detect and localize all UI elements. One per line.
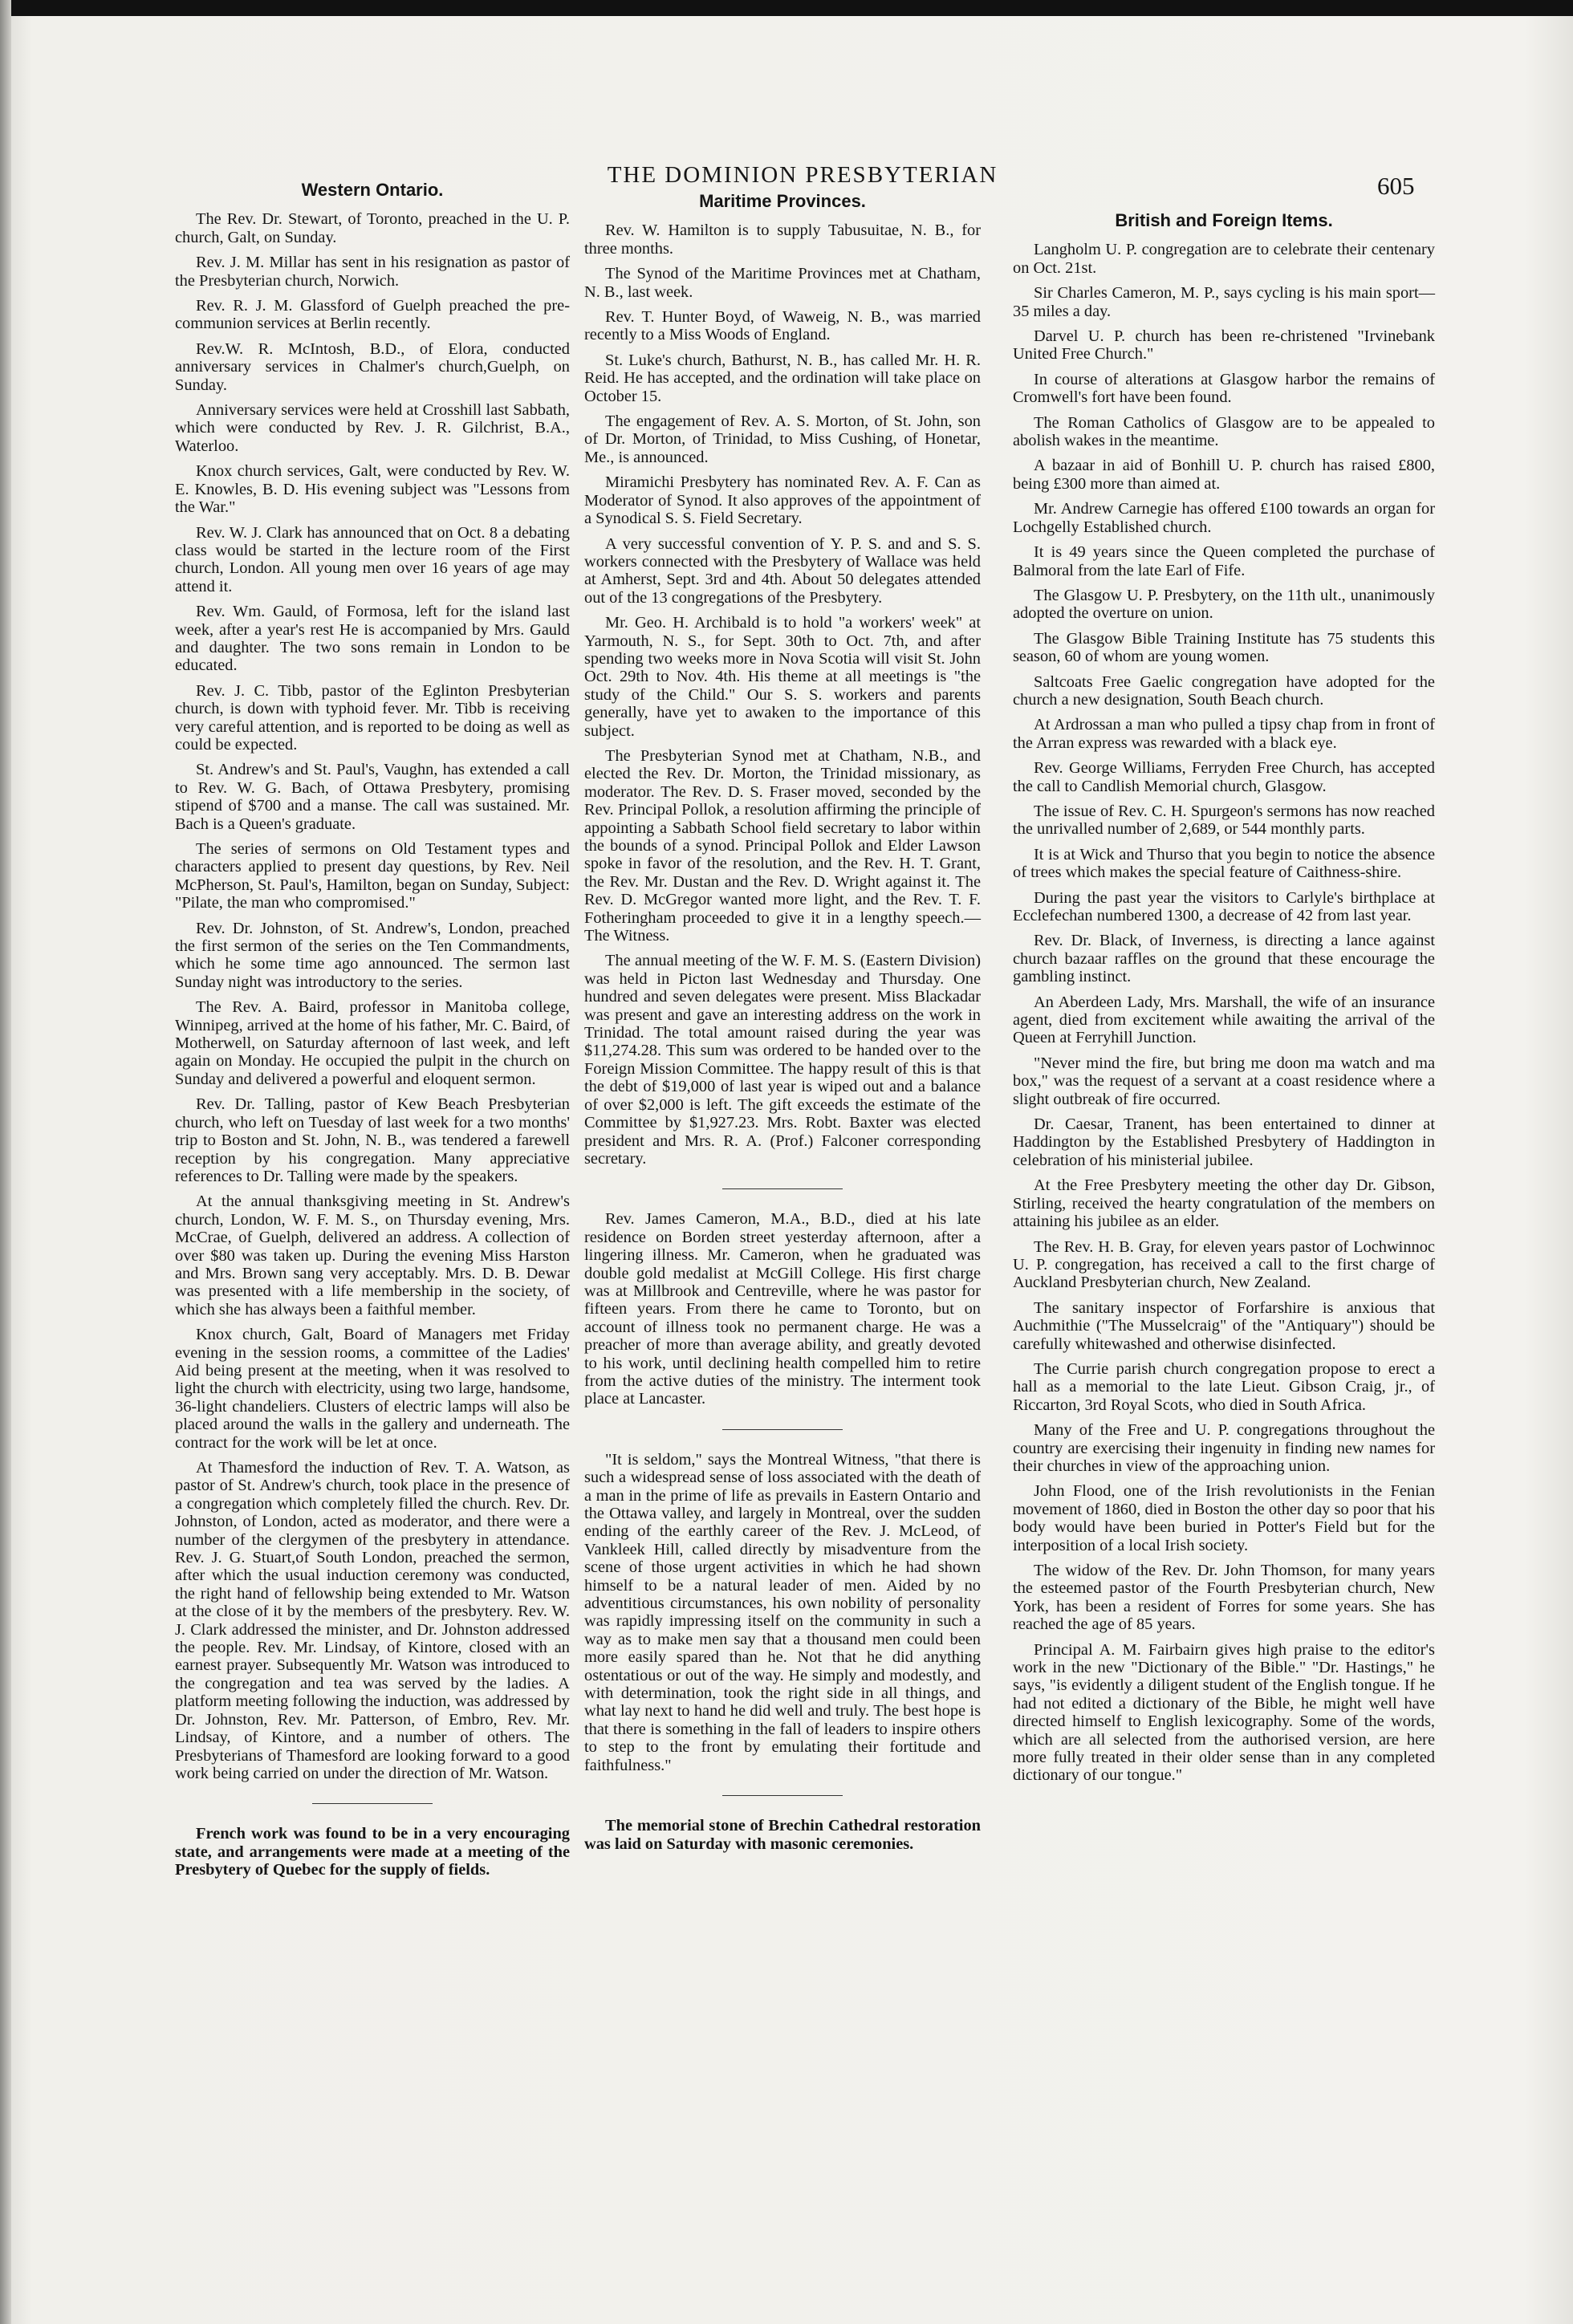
news-item: St. Luke's church, Bathurst, N. B., has called Mr. H. R. Reid. He has accepted, and the ordination will take place on October 15. xyxy=(584,351,981,405)
news-item: At the Free Presbytery meeting the other day Dr. Gibson, Stirling, received the hearty congratulation of the members on attaining his jubilee as an elder. xyxy=(1013,1176,1435,1231)
news-item: It is at Wick and Thurso that you begin to notice the absence of trees which makes the special feature of Caithness-shire. xyxy=(1013,845,1435,882)
column-maritime-provinces xyxy=(584,193,981,1860)
news-item: The Roman Catholics of Glasgow are to be appealed to abolish wakes in the meantime. xyxy=(1013,413,1435,450)
running-title: THE DOMINION PRESBYTERIAN xyxy=(607,162,998,188)
closing-note xyxy=(584,1817,981,1853)
news-item: Rev. W. J. Clark has announced that on Oct. 8 a debating class would be started in the lecture room of the First church, London. All young men over 16 years of age may attend it. xyxy=(175,523,570,595)
news-item: The engagement of Rev. A. S. Morton, of St. John, son of Dr. Morton, of Trinidad, to Miss Cushing, of Honetar, Me., is announced. xyxy=(584,412,981,466)
news-item: Rev. W. Hamilton is to supply Tabusuitae, N. B., for three months. xyxy=(584,221,981,258)
news-item: The Glasgow U. P. Presbytery, on the 11th ult., unanimously adopted the overture on union. xyxy=(1013,586,1435,623)
news-item: The issue of Rev. C. H. Spurgeon's sermons has now reached the unrivalled number of 2,689, or 544 monthly parts. xyxy=(1013,802,1435,839)
column-rule xyxy=(722,1429,843,1430)
news-item: Rev. R. J. M. Glassford of Guelph preached the pre-communion services at Berlin recently. xyxy=(175,297,570,333)
section-heading: Maritime Provinces. xyxy=(699,191,866,211)
news-item: Dr. Caesar, Tranent, has been entertained to dinner at Haddington by the Established Presbytery of Haddington in celebration of his ministerial jubilee. xyxy=(1013,1115,1435,1169)
news-item: The Rev. Dr. Stewart, of Toronto, preached in the U. P. church, Galt, on Sunday. xyxy=(175,210,570,246)
news-item: An Aberdeen Lady, Mrs. Marshall, the wife of an insurance agent, died from excitement while awaiting the arrival of the Queen at Ferryhill Junction. xyxy=(1013,993,1435,1047)
news-item: The Currie parish church congregation propose to erect a hall as a memorial to the late Lieut. Gibson Craig, jr., of Riccarton, 3rd Royal Scots, who died in South Africa. xyxy=(1013,1359,1435,1414)
news-item: Rev. Dr. Johnston, of St. Andrew's, London, preached the first sermon of the series on the Ten Commandments, which he some time ago announced. The sermon last Sunday night was introductory to the series. xyxy=(175,919,570,991)
news-item: Rev. T. Hunter Boyd, of Waweig, N. B., was married recently to a Miss Woods of England. xyxy=(584,308,981,344)
news-item: Mr. Geo. H. Archibald is to hold "a workers' week" at Yarmouth, N. S., for Sept. 30th to Oct. 7th, and after spending two weeks more in Nova Scotia will visit St. John Oct. 29th to Nov. 4th. His theme at all meetings is "the study of the Child." Our S. S. workers and parents generally, have yet to awaken to the importance of this subject. xyxy=(584,614,981,740)
news-item: Principal A. M. Fairbairn gives high praise to the editor's work in the new "Dictionary of the Bible." "Dr. Hastings," he says, "is evidently a diligent student of the English tongue. If he had not edited a dictionary of the Bible, he might well have directed himself to English lexicography. Some of the words, which are all selected from the authorised version, are here more fully treated in their older sense than in any completed dictionary of our tongue." xyxy=(1013,1640,1435,1785)
news-item: The annual meeting of the W. F. M. S. (Eastern Division) was held in Picton last Wednesday and Thursday. One hundred and seven delegates were present. Miss Blackadar was present and gave an interesting address on the work in Trinidad. The total amount raised during the year was $11,274.28. This sum was ordered to be handed over to the Foreign Mission Committee. The happy result of this is that the debt of $19,000 of last year is wiped out and a balance of over $2,000 is left. The gift exceeds the estimate of the Committee by $1,927.23. Mrs. Robt. Baxter was elected president and Mrs. R. A. (Prof.) Falconer corresponding secretary. xyxy=(584,952,981,1168)
news-item: Rev. Dr. Black, of Inverness, is directing a lance against church bazaar raffles on the ground that these encourage the gambling instinct. xyxy=(1013,932,1435,986)
witness-article xyxy=(584,1451,981,1774)
news-item: A very successful convention of Y. P. S. and and S. S. workers connected with the Presbytery of Wallace was held at Amherst, Sept. 3rd and 4th. About 50 delegates attended out of the 13 congregations of the Presbytery. xyxy=(584,534,981,607)
column-rule xyxy=(722,1795,843,1796)
news-item: During the past year the visitors to Carlyle's birthplace at Ecclefechan numbered 1300, a decrease of 42 from last year. xyxy=(1013,888,1435,924)
news-item: Mr. Andrew Carnegie has offered £100 towards an organ for Lochgelly Established church. xyxy=(1013,500,1435,536)
news-item: "It is seldom," says the Montreal Witness, "that there is such a widespread sense of loss associated with the death of a man in the prime of life as prevails in Eastern Ontario and the Ottawa valley, and largely in Montreal, over the sudden ending of the earthly career of the Rev. J. McLeod, of Vankleek Hill, called directly by misadventure from the scene of those urgent activities in which he had shown himself to be a natural leader of men. Aided by no adventitious circumstances, his own nobility of personality was rapidly impressing itself on the community in such a way as to make men say that a thousand men could been more easily spared than he. Not that he did anything ostentatious or out of the way. He simply and modestly, and with determination, took the right side in all things, and what lay next to hand he did well and truly. The best hope is that there is something in the fall of leaders to inspire others to step to the front by emulating their fortitude and faithfulness." xyxy=(584,1450,981,1774)
column-rule xyxy=(312,1803,433,1804)
news-item: Rev. J. M. Millar has sent in his resignation as pastor of the Presbyterian church, Norwich. xyxy=(175,254,570,290)
column-western-ontario xyxy=(175,181,570,1887)
column-rule xyxy=(722,1188,843,1189)
obituary-article xyxy=(584,1210,981,1408)
news-item: A bazaar in aid of Bonhill U. P. church has raised £800, being £300 more than aimed at. xyxy=(1013,457,1435,493)
news-item: The widow of the Rev. Dr. John Thomson, for many years the esteemed pastor of the Fourth Presbyterian church, New York, has been a resident of Forres for some years. She has reached the age of 85 years. xyxy=(1013,1562,1435,1634)
section-heading: Western Ontario. xyxy=(301,180,444,200)
column-british-foreign xyxy=(1013,212,1435,1792)
news-item: French work was found to be in a very encouraging state, and arrangements were made at a meeting of the Presbytery of Quebec for the supply of fields. xyxy=(175,1825,570,1879)
news-item: Sir Charles Cameron, M. P., says cycling is his main sport—35 miles a day. xyxy=(1013,284,1435,320)
news-item: The Presbyterian Synod met at Chatham, N.B., and elected the Rev. Dr. Morton, the Trinidad missionary, as moderator. The Rev. D. S. Fraser moved, seconded by the Rev. Principal Pollok, a resolution affirming the principle of appointing a Sabbath School field secretary to labor within the bounds of a synod. Principal Pollok and Elder Lawson spoke in favor of the resolution, and the Rev. H. T. Grant, the Rev. Mr. Dustan and the Rev. D. Wright against it. The Rev. D. McGregor wanted more light, and the Rev. T. F. Fotheringham proceeded to give it in a lengthy speech.—The Witness. xyxy=(584,746,981,945)
news-item: The memorial stone of Brechin Cathedral restoration was laid on Saturday with masonic ceremonies. xyxy=(584,1817,981,1853)
news-item: Rev.W. R. McIntosh, B.D., of Elora, conducted anniversary services in Chalmer's church,Guelph, on Sunday. xyxy=(175,339,570,394)
news-item: The Rev. A. Baird, professor in Manitoba college, Winnipeg, arrived at the home of his father, Mr. C. Baird, of Motherwell, on Saturday afternoon of last week, and left again on Monday. He occupied the pulpit in the church on Sunday and delivered a powerful and eloquent sermon. xyxy=(175,998,570,1088)
news-item: "Never mind the fire, but bring me doon ma watch and ma box," was the request of a servant at a coast residence where a slight outbreak of fire occurred. xyxy=(1013,1054,1435,1108)
scan-left-edge xyxy=(0,0,11,2324)
scan-top-border xyxy=(0,0,1573,16)
news-item: The Synod of the Maritime Provinces met at Chatham, N. B., last week. xyxy=(584,265,981,301)
news-item: At Ardrossan a man who pulled a tipsy chap from in front of the Arran express was rewarded with a black eye. xyxy=(1013,716,1435,752)
news-item: Rev. George Williams, Ferryden Free Church, has accepted the call to Candlish Memorial church, Glasgow. xyxy=(1013,759,1435,795)
news-item: The Glasgow Bible Training Institute has 75 students this season, 60 of whom are young women. xyxy=(1013,629,1435,666)
article-list xyxy=(584,221,981,1168)
page-number: 605 xyxy=(1377,172,1415,200)
news-item: Knox church services, Galt, were conducted by Rev. W. E. Knowles, B. D. His evening subject was "Lessons from the War." xyxy=(175,462,570,517)
news-item: It is 49 years since the Queen completed the purchase of Balmoral from the late Earl of Fife. xyxy=(1013,543,1435,579)
article-list xyxy=(175,210,570,1782)
news-item: The Rev. H. B. Gray, for eleven years pastor of Lochwinnoc U. P. congregation, has received a call to the first charge of Auckland Presbyterian church, New Zealand. xyxy=(1013,1237,1435,1292)
news-item: Langholm U. P. congregation are to celebrate their centenary on Oct. 21st. xyxy=(1013,241,1435,277)
article-list xyxy=(1013,241,1435,1784)
news-item: At Thamesford the induction of Rev. T. A. Watson, as pastor of St. Andrew's church, took place in the presence of a congregation which completely filled the church. Rev. Dr. Johnston, of London, acted as moderator, and there were a number of the clergymen of the presbytery in attendance. Rev. J. G. Stuart,of South London, preached the sermon, after which the usual induction ceremony was conducted, the right hand of fellowship being extended to Mr. Watson at the close of it by the members of the presbytery. Rev. W. J. Clark addressed the minister, and Dr. Johnston addressed the people. Rev. Mr. Lindsay, of Kintore, closed with an earnest prayer. Subsequently Mr. Watson was introduced to the congregation and tea was served by the ladies. A platform meeting following the induction, was addressed by Dr. Johnston, Rev. Mr. Patterson, of Embro, Rev. Mr. Lindsay, of Kintore, and a number of others. The Presbyterians of Thamesford are looking forward to a good work being carried on under the direction of Mr. Watson. xyxy=(175,1459,570,1782)
closing-note xyxy=(175,1825,570,1879)
news-item: Miramichi Presbytery has nominated Rev. A. F. Can as Moderator of Synod. It also approves of the appointment of a Synodical S. S. Field Secretary. xyxy=(584,473,981,528)
news-item: Anniversary services were held at Crosshill last Sabbath, which were conducted by Rev. J. R. Gilchrist, B.A., Waterloo. xyxy=(175,401,570,455)
news-item: In course of alterations at Glasgow harbor the remains of Cromwell's fort have been found. xyxy=(1013,370,1435,407)
news-item: Knox church, Galt, Board of Managers met Friday evening in the session rooms, a committee of the Ladies' Aid being present at the meeting, when it was resolved to light the church with electricity, using two large, handsome, 36-light chandeliers. Clusters of electric lamps will also be placed around the walls in the gallery and underneath. The contract for the work will be let at once. xyxy=(175,1326,570,1452)
news-item: Saltcoats Free Gaelic congregation have adopted for the church a new designation, South Beach church. xyxy=(1013,672,1435,709)
news-item: The sanitary inspector of Forfarshire is anxious that Auchmithie ("The Musselcraig" of the "Antiquary") should be carefully whitewashed and otherwise disinfected. xyxy=(1013,1298,1435,1353)
news-item: Rev. James Cameron, M.A., B.D., died at his late residence on Borden street yesterday afternoon, after a lingering illness. Mr. Cameron, when he graduated was double gold medalist at McGill College. His first charge was at Millbrook and Centreville, where he was pastor for fifteen years. From there he came to Toronto, but on account of illness took no permanent charge. He was a preacher of more than average ability, and greatly devoted to his work, until declining health compelled him to retire from the active duties of the ministry. The interment took place at Lancaster. xyxy=(584,1210,981,1408)
news-item: Rev. Dr. Talling, pastor of Kew Beach Presbyterian church, who left on Tuesday of last week for a two months' trip to Boston and St. John, N. B., was tendered a farewell reception by his congregation. Many appreciative references to Dr. Talling were made by the speakers. xyxy=(175,1095,570,1185)
news-item: Darvel U. P. church has been re-christened "Irvinebank United Free Church." xyxy=(1013,327,1435,364)
news-item: Rev. Wm. Gauld, of Formosa, left for the island last week, after a year's rest He is accompanied by Mrs. Gauld and daughter. The two sons remain in London to be educated. xyxy=(175,603,570,675)
news-item: St. Andrew's and St. Paul's, Vaughn, has extended a call to Rev. W. G. Bach, of Ottawa Presbytery, promising stipend of $700 and a manse. The call was sustained. Mr. Bach is a Queen's graduate. xyxy=(175,761,570,833)
section-heading: British and Foreign Items. xyxy=(1115,210,1333,230)
news-item: The series of sermons on Old Testament types and characters applied to present day questions, by Rev. Neil McPherson, St. Paul's, Hamilton, began on Sunday, Subject: "Pilate, the man who compromised." xyxy=(175,840,570,912)
news-item: Rev. J. C. Tibb, pastor of the Eglinton Presbyterian church, is down with typhoid fever. Mr. Tibb is receiving very careful attention, and is reported to be doing as well as could be expected. xyxy=(175,681,570,754)
news-item: Many of the Free and U. P. congregations throughout the country are exercising their ingenuity in finding new names for their churches in view of the approaching union. xyxy=(1013,1421,1435,1475)
news-item: John Flood, one of the Irish revolutionists in the Fenian movement of 1860, died in Boston the other day so poor that his body would have been buried in Potter's Field but for the interposition of a local Irish society. xyxy=(1013,1482,1435,1554)
news-item: At the annual thanksgiving meeting in St. Andrew's church, London, W. F. M. S., on Thursday evening, Mrs. McCrae, of Guelph, delivered an address. A collection of over $80 was taken up. During the evening Miss Harston and Mrs. Brown sang very acceptably. Mrs. D. B. Dewar was presented with a life membership in the society, of which she has always been a faithful member. xyxy=(175,1192,570,1318)
